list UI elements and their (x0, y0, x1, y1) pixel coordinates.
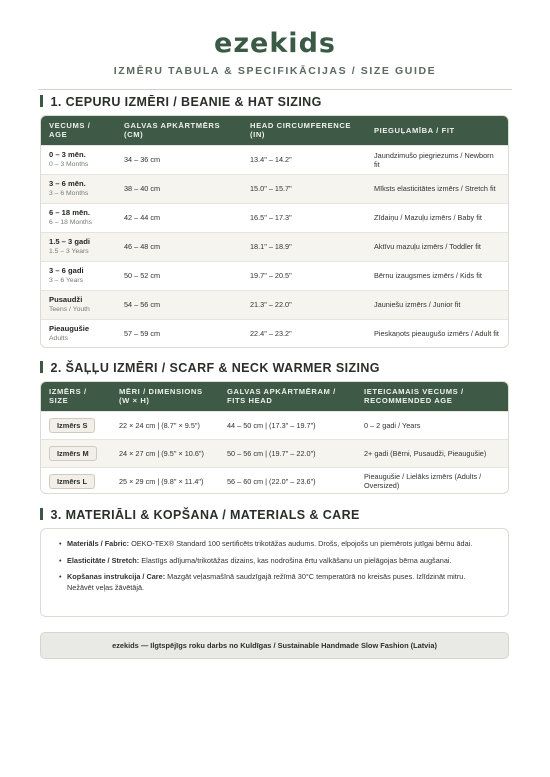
head-inch-cell: 21.3" – 22.0" (242, 290, 366, 319)
scarf-size-table (41, 382, 508, 494)
age-sublabel: 6 – 18 Months (49, 219, 93, 226)
age-sublabel: 3 – 6 Months (49, 190, 89, 197)
beanie-size-table (41, 116, 508, 348)
table-header-row (41, 382, 508, 411)
table-row (41, 232, 508, 261)
materials-item-text: Mazgāt veļasmašīnā saudzīgajā režīmā 30°C temperatūrā no kreisās puses. Izlīdzināt mitru. Nežāvēt veļas žāvētājā. (67, 572, 466, 592)
head-inch-cell: 15.0" – 15.7" (242, 174, 366, 203)
age-label: Pusaudži (49, 295, 83, 304)
materials-item-text: Elastīgs adījuma/trikotāžas dizains, kas nodrošina ērtu valkāšanu un pielāgojas bērna augšanai. (141, 555, 452, 565)
col-header-inch: HEAD CIRCUMFERENCE (IN) (242, 116, 366, 145)
age-cell (41, 290, 116, 319)
head-inch-cell: 13.4" – 14.2" (242, 145, 366, 174)
head-cm-cell: 38 – 40 cm (116, 174, 242, 203)
col-header-fits-head: GALVAS APKĀRTMĒRAM / FITS HEAD (219, 382, 356, 411)
dimensions-cell: 22 × 24 cm | (8.7" × 9.5") (111, 411, 219, 439)
fits-head-cell: 44 – 50 cm | (17.3" – 19.7") (219, 411, 356, 439)
materials-item-label: Kopšanas instrukcija / Care: (67, 572, 166, 581)
dimensions-cell: 24 × 27 cm | (9.5" × 10.6") (111, 439, 219, 467)
fits-head-cell: 50 – 56 cm | (19.7" – 22.0") (219, 439, 356, 467)
fit-cell: Jaundzimušo piegriezums / Newborn fit (366, 145, 508, 174)
age-sublabel: Teens / Youth (49, 306, 90, 313)
materials-item (59, 556, 494, 567)
size-chip: Izmērs M (49, 446, 97, 461)
head-cm-cell: 57 – 59 cm (116, 319, 242, 348)
section-title-materials (40, 508, 360, 522)
table-row (41, 439, 508, 467)
section-title-materials-text: 3. MATERIĀLI & KOPŠANA / MATERIALS & CARE (50, 508, 360, 522)
materials-item-label: Materiāls / Fabric: (67, 539, 130, 548)
head-cm-cell: 34 – 36 cm (116, 145, 242, 174)
age-cell (41, 145, 116, 174)
age-cell (41, 319, 116, 348)
materials-card (40, 528, 509, 617)
materials-item (59, 572, 494, 593)
head-cm-cell: 42 – 44 cm (116, 203, 242, 232)
section-marker (40, 95, 43, 107)
table-header-row (41, 116, 508, 145)
head-inch-cell: 16.5" – 17.3" (242, 203, 366, 232)
fits-head-cell: 56 – 60 cm | (22.0" – 23.6") (219, 467, 356, 494)
fit-cell: Jauniešu izmērs / Junior fit (366, 290, 508, 319)
fit-cell: Zīdaiņu / Mazuļu izmērs / Baby fit (366, 203, 508, 232)
size-chip: Izmērs L (49, 474, 95, 489)
header-divider (38, 89, 512, 90)
table-row (41, 411, 508, 439)
age-label: 1.5 – 3 gadi (49, 237, 90, 246)
table-row (41, 203, 508, 232)
head-cm-cell: 46 – 48 cm (116, 232, 242, 261)
materials-list (59, 539, 494, 593)
col-header-age: VECUMS / AGE (41, 116, 116, 145)
materials-item-label: Elasticitāte / Stretch: (67, 555, 140, 565)
age-label: Pieaugušie (49, 324, 90, 334)
scarf-table-card (40, 381, 509, 494)
age-label: 6 – 18 mēn. (49, 208, 90, 217)
age-label: 0 – 3 mēn. (49, 150, 86, 159)
section-title-beanie (40, 95, 322, 109)
age-sublabel: 3 – 6 Years (49, 277, 84, 284)
footer-note: ezekids — Ilgtspējīgs roku darbs no Kuldīgas / Sustainable Handmade Slow Fashion (Latvia) (40, 632, 509, 659)
dimensions-cell: 25 × 29 cm | (9.8" × 11.4") (111, 467, 219, 494)
age-label: 3 – 6 mēn. (49, 179, 86, 188)
head-cm-cell: 50 – 52 cm (116, 261, 242, 290)
materials-item (59, 539, 494, 550)
col-header-dimensions: MĒRI / DIMENSIONS (W × H) (111, 382, 219, 411)
table-row (41, 290, 508, 319)
age-sublabel: Adults (49, 335, 68, 343)
brand-logo-text: ezekids (214, 28, 336, 59)
fit-cell: Bērnu izaugsmes izmērs / Kids fit (366, 261, 508, 290)
materials-item-text: OEKO-TEX® Standard 100 sertificēts trikotāžas audums. Drošs, elpojošs un piemērots jutīgai bērnu ādai. (131, 539, 473, 548)
table-row (41, 261, 508, 290)
head-inch-cell: 18.1" – 18.9" (242, 232, 366, 261)
table-row (41, 145, 508, 174)
table-row (41, 174, 508, 203)
age-cell (41, 232, 116, 261)
table-row (41, 319, 508, 348)
size-cell (41, 411, 111, 439)
col-header-fit: PIEGUĻAMĪBA / FIT (366, 116, 508, 145)
recommended-age-cell: Pieaugušie / Lielāks izmērs (Adults / Oversized) (356, 467, 508, 494)
page-header (0, 0, 550, 90)
fit-cell: Mīksts elasticitātes izmērs / Stretch fit (366, 174, 508, 203)
section-title-scarf (40, 361, 380, 375)
head-inch-cell: 19.7" – 20.5" (242, 261, 366, 290)
age-cell (41, 174, 116, 203)
age-label: 3 – 6 gadi (49, 266, 84, 275)
section-title-beanie-text: 1. CEPURU IZMĒRI / BEANIE & HAT SIZING (50, 95, 322, 109)
col-header-size: IZMĒRS / SIZE (41, 382, 111, 411)
col-header-recommended-age: IETEICAMAIS VECUMS / RECOMMENDED AGE (356, 382, 508, 411)
recommended-age-cell: 0 – 2 gadi / Years (356, 411, 508, 439)
fit-cell: Aktīvu mazuļu izmērs / Toddler fit (366, 232, 508, 261)
section-marker (40, 508, 43, 520)
size-cell (41, 439, 111, 467)
age-sublabel: 0 – 3 Months (49, 161, 89, 168)
age-cell (41, 261, 116, 290)
table-row (41, 467, 508, 494)
beanie-table-card (40, 115, 509, 348)
head-inch-cell: 22.4" – 23.2" (242, 319, 366, 348)
head-cm-cell: 54 – 56 cm (116, 290, 242, 319)
col-header-cm: GALVAS APKĀRTMĒRS (CM) (116, 116, 242, 145)
recommended-age-cell: 2+ gadi (Bērni, Pusaudži, Pieaugušie) (356, 439, 508, 467)
age-cell (41, 203, 116, 232)
size-chip: Izmērs S (49, 418, 95, 433)
fit-cell: Pieskaņots pieaugušo izmērs / Adult fit (366, 319, 508, 348)
section-title-scarf-text: 2. ŠAĻĻU IZMĒRI / SCARF & NECK WARMER SIZING (50, 361, 380, 375)
age-sublabel: 1.5 – 3 Years (49, 248, 89, 255)
section-marker (40, 361, 43, 373)
page-subtitle: IZMĒRU TABULA & SPECIFIKĀCIJAS / SIZE GUIDE (113, 65, 437, 77)
size-cell (41, 467, 111, 494)
